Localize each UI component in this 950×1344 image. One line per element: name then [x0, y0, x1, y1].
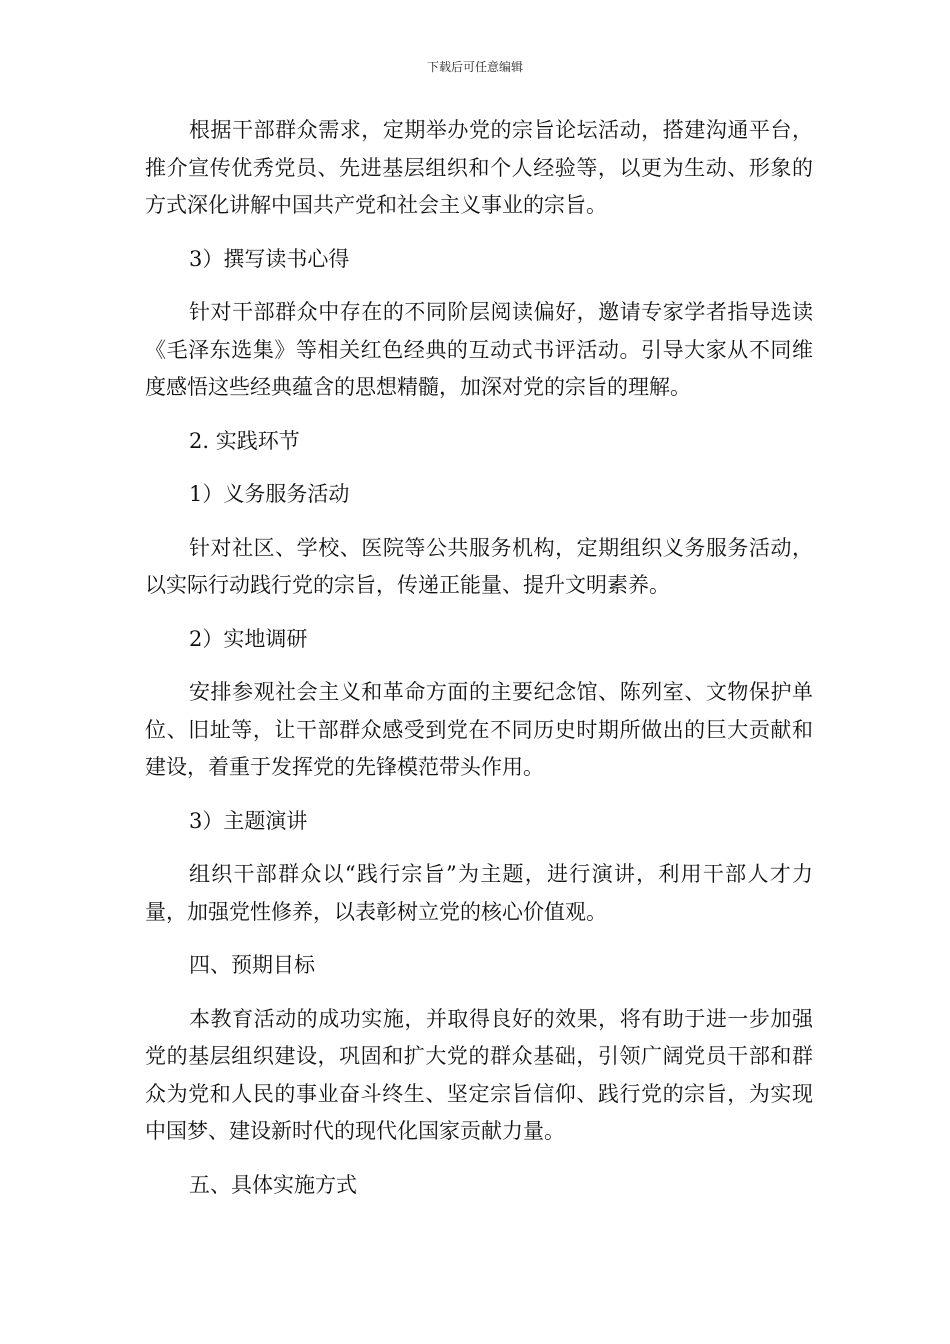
section-heading: 2）实地调研	[189, 626, 308, 651]
body-paragraph: 组织干部群众以“践行宗旨”为主题，进行演讲，利用干部人才力量，加强党性修养，以表彰树立党的核心价值观。	[145, 862, 813, 924]
section-heading: 1）义务服务活动	[189, 482, 350, 506]
page-header: 下载后可任意编辑	[426, 60, 523, 74]
body-paragraph: 安排参观社会主义和革命方面的主要纪念馆、陈列室、文物保护单位、旧址等，让干部群众感受到党在不同历史时期所做出的巨大贡献和建设，着重于发挥党的先锋模范带头作用。	[145, 680, 813, 779]
document-body	[145, 112, 813, 1204]
section-heading: 3）撰写读书心得	[189, 246, 350, 271]
body-paragraph: 根据干部群众需求，定期举办党的宗旨论坛活动，搭建沟通平台，推介宣传优秀党员、先进基层组织和个人经验等，以更为生动、形象的方式深化讲解中国共产党和社会主义事业的宗旨。	[145, 118, 813, 217]
section-heading: 2. 实践环节	[189, 428, 300, 453]
body-paragraph: 针对干部群众中存在的不同阶层阅读偏好，邀请专家学者指导选读《毛泽东选集》等相关红色经典的互动式书评活动。引导大家从不同维度感悟这些经典蕴含的思想精髓，加深对党的宗旨的理解。	[145, 300, 813, 399]
section-heading: 3）主题演讲	[189, 808, 308, 833]
body-paragraph: 本教育活动的成功实施，并取得良好的效果，将有助于进一步加强党的基层组织建设，巩固和扩大党的群众基础，引领广阔党员干部和群众为党和人民的事业奋斗终生、坚定宗旨信仰、践行党的宗旨，为实现中国梦、建设新时代的现代化国家贡献力量。	[145, 1006, 813, 1143]
section-heading: 五、具体实施方式	[189, 1172, 357, 1197]
body-paragraph: 针对社区、学校、医院等公共服务机构，定期组织义务服务活动，以实际行动践行党的宗旨，传递正能量、提升文明素养。	[145, 535, 813, 597]
section-heading: 四、预期目标	[189, 953, 315, 977]
